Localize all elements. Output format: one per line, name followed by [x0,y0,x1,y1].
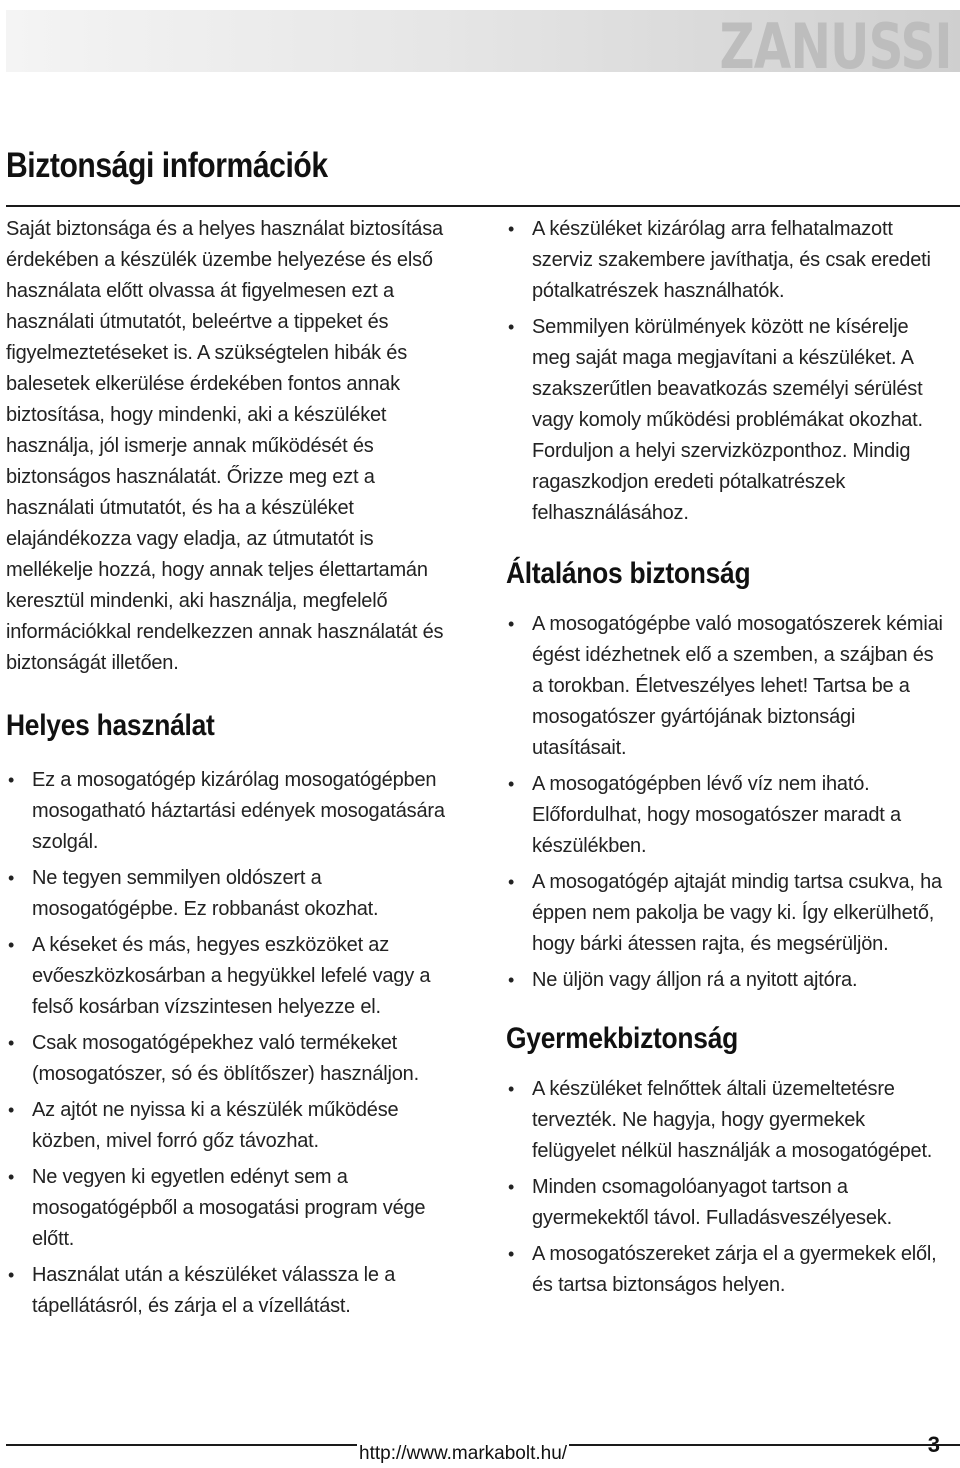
list-item: • Az ajtót ne nyissa ki a készülék működése közben, mivel forró gőz távozhat. [6,1095,446,1157]
list-item: • Minden csomagolóanyagot tartson a gyermekektől távol. Fulladásveszélyesek. [506,1172,946,1234]
section-heading-gyermek: Gyermekbiztonság [506,1022,738,1055]
section-heading-altalanos: Általános biztonság [506,557,751,590]
list-item: • Ez a mosogatógép kizárólag mosogatógépben mosogatható háztartási edények mosogatására szolgál. [6,765,446,858]
gyermek-list [506,1074,946,1301]
helyes-list [6,765,446,1322]
list-item: • A mosogatószereket zárja el a gyermekek elől, és tartsa biztonságos helyen. [506,1239,946,1301]
intro-paragraph: Saját biztonsága és a helyes használat biztosítása érdekében a készülék üzembe helyezése és első használata előtt olvassa át figyelmesen ezt a használati útmutatót, beleértve a tippeket és figyelmeztetéseket is. A szükségtelen hibák és balesetek elkerülése érdekében fontos annak biztosítása, hogy mindenki, aki a készüléket használja, jól ismerje annak működését és biztonságos használatát. Őrizze meg ezt a használati útmutatót, és ha a készüléket elajándékozza vagy eladja, az útmutatót is mellékelje hozzá, hogy annak teljes élettartamán keresztül mindenki, aki használja, megfelelő információkkal rendelkezzen annak használatát és biztonságát illetően. [6,218,444,674]
brand-logo: ZANUSSI [719,10,952,83]
left-column [6,214,446,1327]
page-title: Biztonsági információk [6,146,328,185]
page-number: 3 [927,1432,940,1457]
section-heading-helyes: Helyes használat [6,709,215,742]
repair-list [506,214,946,529]
altalanos-list [506,609,946,996]
header-bar [6,10,960,83]
list-item: • A mosogatógépben lévő víz nem iható. Előfordulhat, hogy mosogatószer maradt a készülékben. [506,769,946,862]
title-divider [6,205,960,207]
list-item: • Semmilyen körülmények között ne kísérelje meg saját maga megjavítani a készüléket. A szakszerűtlen beavatkozás személyi sérülést vagy komoly működési problémákat okozhat. Forduljon a helyi szervizközponthoz. Mindig ragaszkodjon eredeti pótalkatrészek felhasználásához. [506,312,946,529]
list-item: • Használat után a készüléket válassza le a tápellátásról, és zárja el a vízellátást. [6,1260,446,1322]
list-item: • Ne tegyen semmilyen oldószert a mosogatógépbe. Ez robbanást okozhat. [6,863,446,925]
right-column [506,214,946,1306]
list-item: • A késeket és más, hegyes eszközöket az evőeszközkosárban a hegyükkel lefelé vagy a felső kosárban vízszintesen helyezze el. [6,930,446,1023]
list-item: • Ne vegyen ki egyetlen edényt sem a mosogatógépből a mosogatási program vége előtt. [6,1162,446,1255]
list-item: • Ne üljön vagy álljon rá a nyitott ajtóra. [506,965,946,996]
footer-url[interactable]: http://www.markabolt.hu/ [359,1443,568,1464]
list-item: • A készüléket felnőttek általi üzemeltetésre tervezték. Ne hagyja, hogy gyermekek felügyelet nélkül használják a mosogatógépet. [506,1074,946,1167]
list-item: • A készüléket kizárólag arra felhatalmazott szerviz szakembere javíthatja, és csak eredeti pótalkatrészek használhatók. [506,214,946,307]
list-item: • Csak mosogatógépekhez való termékeket (mosogatószer, só és öblítőszer) használjon. [6,1028,446,1090]
list-item: • A mosogatógépbe való mosogatószerek kémiai égést idézhetnek elő a szemben, a szájban és a torokban. Életveszélyes lehet! Tartsa be a mosogatószer gyártójának biztonsági utasításait. [506,609,946,764]
list-item: • A mosogatógép ajtaját mindig tartsa csukva, ha éppen nem pakolja be vagy ki. Így elkerülhető, hogy bárki átessen rajta, és megsérüljön. [506,867,946,960]
